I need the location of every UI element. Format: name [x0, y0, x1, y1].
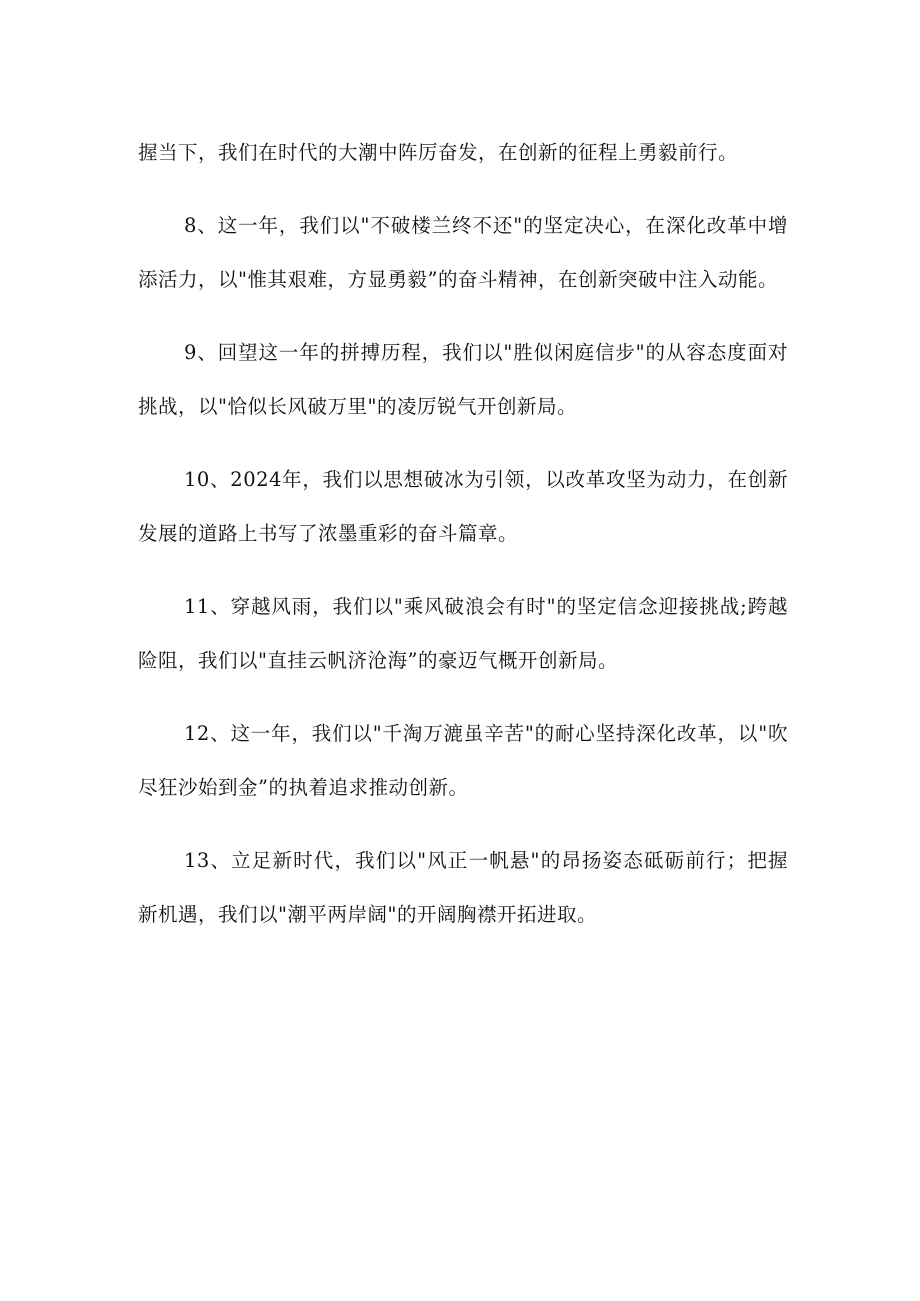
paragraph-continuation: 握当下，我们在时代的大潮中阵厉奋发，在创新的征程上勇毅前行。	[138, 141, 739, 164]
document-page	[138, 126, 788, 942]
paragraph-item-9: 9、回望这一年的拼搏历程，我们以"胜似闲庭信步"的从容态度面对挑战，以"恰似长风破万里"的凌厉锐气开创新局。	[138, 341, 788, 418]
paragraph-item-8: 8、这一年，我们以"不破楼兰终不还"的坚定决心，在深化改革中增添活力，以"惟其艰难，方显勇毅”的奋斗精神，在创新突破中注入动能。	[138, 214, 788, 291]
paragraph-item-10: 10、2024年，我们以思想破冰为引领，以改革攻坚为动力，在创新发展的道路上书写了浓墨重彩的奋斗篇章。	[138, 468, 788, 545]
paragraph-item-13: 13、立足新时代，我们以"风正一帆悬"的昂扬姿态砥砺前行；把握新机遇，我们以"潮平两岸阔"的开阔胸襟开拓进取。	[138, 849, 788, 926]
paragraph-item-11: 11、穿越风雨，我们以"乘风破浪会有时"的坚定信念迎接挑战;跨越险阻，我们以"直挂云帆济沧海”的豪迈气概开创新局。	[138, 595, 788, 672]
paragraph-item-12: 12、这一年，我们以"千淘万漉虽辛苦"的耐心坚持深化改革，以"吹尽狂沙始到金”的执着追求推动创新。	[138, 722, 788, 799]
